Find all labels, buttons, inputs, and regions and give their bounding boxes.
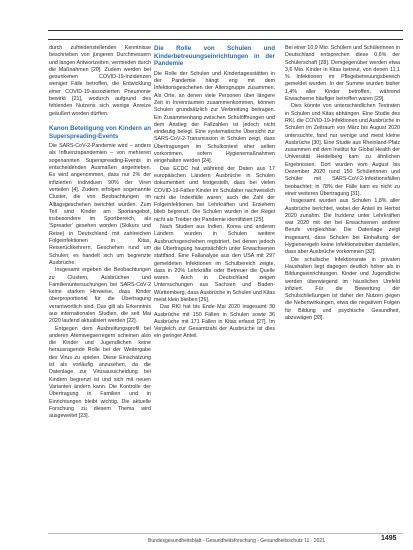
paragraph: Entgegen dem Ausbreitungsprofil bei anderen Atemwegserregern scheinen also die Kinder und Jugendlichen keine herausragende Rolle bei der Weitergabe des Virus zu spielen. Diese Einschätzung ist als vorläufig anzusehen, da die Datenlage zur Virusausscheidung bei Kindern begrenzt ist und sich mit neuen Varianten ändern kann. Die Kontrolle der Übertragung in Familien und in Einrichtungen bleibt wichtig. Die aktuelle Forschung zu diesem Thema wird ausgeweitet [23]. (49, 325, 151, 420)
section-heading: Die Rolle von Schulen und Kinderbetreuungseinrichtungen in der Pandemie (154, 45, 275, 68)
paragraph: Dies könnte von unterschiedlichen Testraten in Schulen und Kitas abhängen. Eine Studie des RKI, die COVID-19-Infektionen und Ausbrüche in Schulen im Zeitraum von März bis August 2020 untersuchte, fand nur wenige und meist kleine Ausbrüche [30]. Eine Studie aus Rheinland-Pfalz zusammen mit dem Institut für Global Health der Universität Heidelberg kam zu ähnlichen Ergebnissen. Dort wurden vom August bis Dezember 2020 rund 150 Schülerinnen und Schüler mit SARS-CoV-2-Infektionsfällen beobachtet; in 78% der Fälle kam es nicht zu einer weiteren Übertragung [31]. (285, 103, 400, 197)
paragraph: Nach Studien aus Indien, Korea und anderen Ländern wurden in Schulen weitere Ausbruchsgeschehen registriert, bei denen jedoch die Übertragung hauptsächlich unter Erwachsenen stattfand. Eine Fallanalyse aus den USA mit 297 gemeldeten Infektionen im Schulbereich zeigte, dass in 20% Lehrkräfte oder Betreuer die Quelle waren. Auch in Deutschland zeigen Untersuchungen aus Sachsen und Baden-Württemberg, dass Ausbrüche in Schulen und Kitas meist klein bleiben [26]. (154, 224, 276, 303)
paragraph: durch zufriedenstellenden Kenntnisse beschrieben von jüngeren Durchmessern und langen Antwortzeiten, vermieden durch die Maßnahmen [20]. Zudem werden bei gesunkenen COVID-19-Inzidenzen weniger Fälle betroffen, die Entwicklung einer COVID-19-assoziierten Pneumonie bewirkt [21], wodurch aufgrund des fehlenden Nutzens sich wenige Anreize geäußert worden dürften. (49, 45, 151, 117)
paragraph: Die SARS-CoV-2-Pandemie wird – anders als Influenzapandemien – von mehreren sogenannten Superspreading-Events in entscheidenden Ausmaßen angetrieben. Es wird angenommen, dass nur 2% der infizierten Individuen 90% der Viren verteilen [4]. Zudem erfolgen sogenannte Cluster, die von Beobachtungen im Alltagsgeschehen berichtet wurden. Zum Teil sind Kinder am Sportangebot, insbesondere im Sportbereich, als 'Spreader' gesehen worden (Skikurs und Reise) in Deutschland mit zahlreichen Folgeinfektionen in Kitas, Reiserückkehrern, Geschehen rund um Schulen; es handelt sich um begrenzte Ausbrüche. (49, 143, 151, 266)
header-rule (48, 30, 403, 40)
page-number: 1495 (381, 535, 397, 542)
paragraph: Insgesamt ergeben die Beobachtungen zu Clustern, Ausbrüchen und Familienuntersuchungen bei SARS-CoV-2 keine starken Hinweise, dass Kinder überproportional für die Übertragung verantwortlich sind. Das gilt als Erkenntnis aus internationalen Studien, die seit Mai 2020 laufend aktualisiert werden [22]. (49, 267, 151, 325)
paragraph: Insgesamt wurden aus Schulen 1,8% aller Ausbrüche berichtet, wobei der Anteil im Herbst 2020 zunahm. Die Inzidenz unter Lehrkräften war 2020 mit der bei Erwachsenen anderer Berufe vergleichbar. Die Datenlage zeigt insgesamt, dass Schulen bei Einhaltung der Hygieneregeln keine Infektionstreiber darstellen, dass aber Ausbrüche vorkommen [32]. (285, 198, 400, 256)
text-column-middle (154, 45, 275, 341)
paragraph: Das ECDC hat während der Daten aus 17 europäischen Ländern Ausbrüche in Schulen dokumentiert und festgestellt, dass bei vielen COVID-19-Fällen Kinder im Schulalter nachweislich nicht die Indexfälle waren; auch die Zahl der Folgeinfektionen bei Lehrkräften und Erziehern blieb begrenzt. Die Schulen wurden in der Regel nicht als Treiber der Pandemie identifiziert [25]. (154, 165, 275, 223)
paragraph: Das RKI hat bis Ende Mai 2020 insgesamt 30 Ausbrüche mit 150 Fällen in Schulen sowie 36 Ausbrüche mit 171 Fällen in Kitas erfasst [27]. Im Vergleich zur Gesamtzahl der Ausbrüche ist dies ein geringer Anteil. (154, 304, 275, 340)
journal-footer: Bundesgesundheitsblatt - Gesundheitsforschung - Gesundheitsschutz 11 · 2021 (148, 538, 325, 544)
text-column-left (49, 45, 151, 420)
paragraph: Die Rolle der Schulen und Kindertagesstätten in der Pandemie hängt eng mit dem Infektionsgeschehen der Altersgruppe zusammen. Als Orte, an denen viele Personen über längere Zeit in Innenräumen zusammenkommen, können Schulen grundsätzlich zur Verbreitung beitragen. Ein Zusammenhang zwischen Schulöffnungen und dem Anstieg der Fallzahlen ist jedoch nicht eindeutig belegt. Eine systematische Übersicht zur SARS-CoV-2-Transmission in Schulen zeigt, dass Übertragungen im Schulkontext eher selten vorkommen, sofern Hygienemaßnahmen eingehalten werden [24]. (154, 70, 275, 165)
footer-rule (48, 533, 403, 534)
section-heading: Kanon Beteiligung von Kindern an Superspreading-Events (49, 124, 151, 140)
paragraph: Die schulische Infektionsrate in privaten Haushalten liegt dagegen deutlich höher als in Bildungseinrichtungen. Kinder und Jugendliche werden überwiegend im häuslichen Umfeld infiziert. Für die Bewertung der Schulschließungen ist daher der Nutzen gegen die Nebenwirkungen, etwa die negativen Folgen für Bildung und psychische Gesundheit, abzuwägen [33]. (285, 256, 400, 321)
text-column-right (285, 45, 400, 322)
paragraph: Bei einer 10,9 Mio. Schülern und Schülerinnen in Deutschland entsprechen diese 0,6% der Schülerschaft [28]. Demgegenüber werden etwa 3,6 Mio. Kinder in Kitas betreut, von denen 11,1 % Infektionen im Pflegebetreuungsbereich gemeldet wurden. In der Summe wurden bisher 1,4% aller Kinder betroffen, während Erwachsene häufiger betroffen waren [29]. (285, 45, 400, 103)
